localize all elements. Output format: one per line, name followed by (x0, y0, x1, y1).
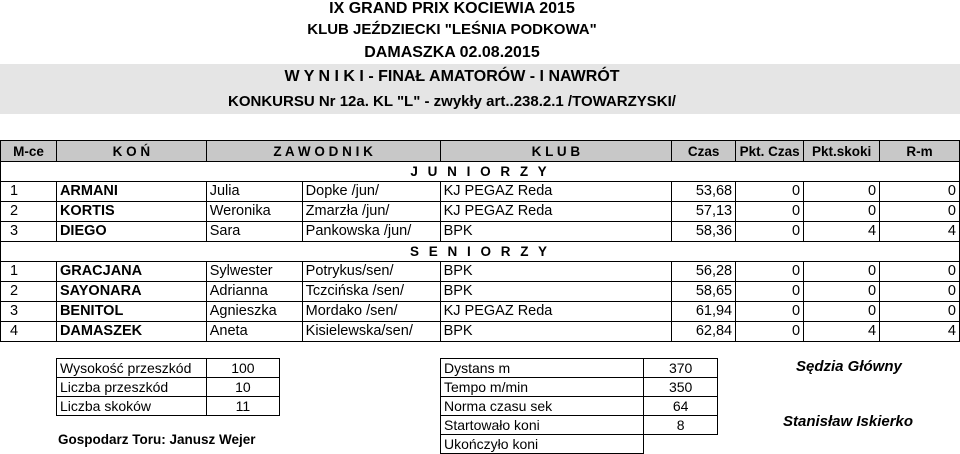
jump-points-cell: 0 (804, 302, 880, 322)
jump-points-cell: 4 (804, 222, 880, 242)
info-row (441, 378, 718, 397)
col-time-points: Pkt. Czas (736, 141, 804, 162)
rider-last-cell: Kisielewska/sen/ (302, 322, 440, 342)
col-club: K L U B (440, 141, 672, 162)
judge-name: Stanisław Iskierko (783, 413, 914, 430)
horse-cell: DIEGO (56, 222, 206, 242)
col-jump-points: Pkt.skoki (804, 141, 880, 162)
time-points-cell: 0 (736, 202, 804, 222)
horse-cell: KORTIS (56, 202, 206, 222)
table-row (1, 262, 960, 282)
rider-first-cell: Julia (206, 182, 302, 202)
result-cell: 4 (880, 322, 960, 342)
col-place: M-ce (1, 141, 57, 162)
course-builder: Gospodarz Toru: Janusz Wejer (58, 432, 256, 447)
club-cell: KJ PEGAZ Reda (440, 202, 672, 222)
speed-value: 350 (644, 378, 718, 397)
time-points-cell: 0 (736, 282, 804, 302)
rider-last-cell: Potrykus/sen/ (302, 262, 440, 282)
jump-points-cell: 0 (804, 282, 880, 302)
result-cell: 0 (880, 262, 960, 282)
place-cell: 3 (1, 302, 57, 322)
section-juniors (1, 162, 960, 182)
time-points-cell: 0 (736, 182, 804, 202)
rider-last-cell: Dopke /jun/ (302, 182, 440, 202)
time-points-cell: 0 (736, 222, 804, 242)
jump-points-cell: 0 (804, 262, 880, 282)
rider-first-cell: Adrianna (206, 282, 302, 302)
jump-points-cell: 0 (804, 182, 880, 202)
rider-last-cell: Tczcińska /sen/ (302, 282, 440, 302)
horse-cell: SAYONARA (56, 282, 206, 302)
place-cell: 1 (1, 262, 57, 282)
results-heading: W Y N I K I - FINAŁ AMATORÓW - I NAWRÓT (284, 68, 620, 85)
place-cell: 2 (1, 282, 57, 302)
result-cell: 0 (880, 302, 960, 322)
place-cell: 2 (1, 202, 57, 222)
course-info-left (56, 358, 280, 416)
col-result: R-m (880, 141, 960, 162)
time-norm-label: Norma czasu sek (441, 397, 644, 416)
info-row (57, 378, 280, 397)
club-cell: BPK (440, 262, 672, 282)
distance-label: Dystans m (441, 359, 644, 378)
time-cell: 58,36 (672, 222, 736, 242)
horse-cell: ARMANI (56, 182, 206, 202)
rider-first-cell: Sara (206, 222, 302, 242)
rider-last-cell: Mordako /sen/ (302, 302, 440, 322)
horse-cell: BENITOL (56, 302, 206, 322)
place-cell: 3 (1, 222, 57, 242)
result-cell: 0 (880, 282, 960, 302)
time-points-cell: 0 (736, 262, 804, 282)
table-row (1, 202, 960, 222)
col-rider: Z A W O D N I K (206, 141, 440, 162)
rider-last-cell: Pankowska /jun/ (302, 222, 440, 242)
time-cell: 58,65 (672, 282, 736, 302)
table-row (1, 322, 960, 342)
info-row (441, 416, 718, 435)
column-header-row (1, 141, 960, 162)
club-cell: BPK (440, 282, 672, 302)
section-seniors (1, 242, 960, 262)
table-row (1, 282, 960, 302)
jumps-label: Liczba skoków (57, 397, 207, 416)
time-cell: 56,28 (672, 262, 736, 282)
rider-first-cell: Sylwester (206, 262, 302, 282)
club-cell: BPK (440, 222, 672, 242)
section-label: S E N I O R Z Y (1, 242, 960, 262)
table-row (1, 182, 960, 202)
judge-title: Sędzia Główny (796, 358, 902, 375)
info-row (57, 359, 280, 378)
time-cell: 53,68 (672, 182, 736, 202)
started-value: 8 (644, 416, 718, 435)
table-row (1, 222, 960, 242)
time-cell: 57,13 (672, 202, 736, 222)
place-cell: 4 (1, 322, 57, 342)
info-row (441, 397, 718, 416)
club-cell: KJ PEGAZ Reda (440, 302, 672, 322)
competition-title: KONKURSU Nr 12a. KL "L" - zwykły art..238.2.1 /TOWARZYSKI/ (228, 93, 676, 110)
col-time: Czas (672, 141, 736, 162)
height-label: Wysokość przeszkód (57, 359, 207, 378)
result-cell: 0 (880, 182, 960, 202)
horse-cell: DAMASZEK (56, 322, 206, 342)
info-row (57, 397, 280, 416)
club-cell: BPK (440, 322, 672, 342)
junior-rows (1, 182, 960, 242)
time-points-cell: 0 (736, 302, 804, 322)
started-label: Startowało koni (441, 416, 644, 435)
jump-points-cell: 4 (804, 322, 880, 342)
finished-label: Ukończyło koni (441, 435, 644, 454)
rider-first-cell: Aneta (206, 322, 302, 342)
jump-points-cell: 0 (804, 202, 880, 222)
info-row (441, 359, 718, 378)
speed-label: Tempo m/min (441, 378, 644, 397)
rider-last-cell: Zmarzła /jun/ (302, 202, 440, 222)
event-title: IX GRAND PRIX KOCIEWIA 2015 (329, 0, 575, 17)
senior-rows (1, 262, 960, 342)
section-label: J U N I O R Z Y (1, 162, 960, 182)
jumps-value: 11 (206, 397, 279, 416)
obstacles-label: Liczba przeszkód (57, 378, 207, 397)
club-name: KLUB JEŹDZIECKI "LEŚNIA PODKOWA" (307, 21, 597, 38)
results-table (0, 140, 960, 342)
col-horse: K O Ń (56, 141, 206, 162)
time-points-cell: 0 (736, 322, 804, 342)
time-cell: 61,94 (672, 302, 736, 322)
club-cell: KJ PEGAZ Reda (440, 182, 672, 202)
obstacles-value: 10 (206, 378, 279, 397)
result-cell: 0 (880, 202, 960, 222)
event-date: DAMASZKA 02.08.2015 (364, 44, 540, 61)
result-cell: 4 (880, 222, 960, 242)
table-row (1, 302, 960, 322)
horse-cell: GRACJANA (56, 262, 206, 282)
height-value: 100 (206, 359, 279, 378)
rider-first-cell: Weronika (206, 202, 302, 222)
time-cell: 62,84 (672, 322, 736, 342)
rider-first-cell: Agnieszka (206, 302, 302, 322)
time-norm-value: 64 (644, 397, 718, 416)
course-info-right (440, 358, 718, 454)
distance-value: 370 (644, 359, 718, 378)
place-cell: 1 (1, 182, 57, 202)
